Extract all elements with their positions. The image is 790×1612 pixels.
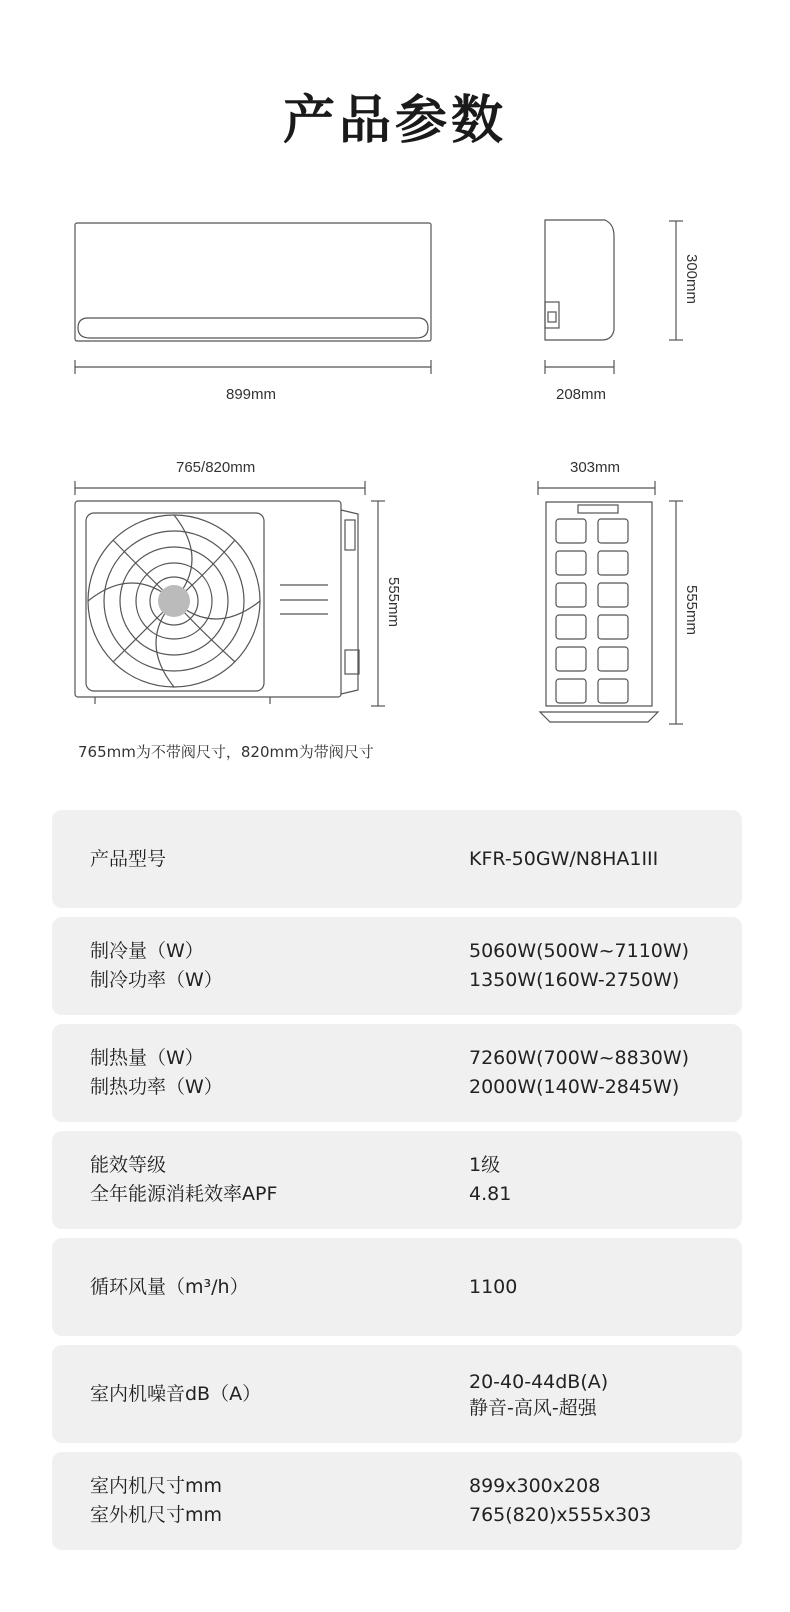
spec-row-efficiency (52, 1131, 742, 1229)
indoor-width-label: 899mm (226, 386, 277, 403)
outdoor-unit-side-drawing (538, 481, 683, 724)
indoor-depth-label: 208mm (556, 386, 607, 403)
indoor-height-label: 300mm (683, 254, 700, 305)
spec-label: 制冷功率（W） (90, 969, 223, 991)
spec-label: 制热功率（W） (90, 1076, 223, 1098)
spec-row-noise (52, 1345, 742, 1443)
side-grille (556, 519, 628, 703)
spec-value: KFR-50GW/N8HA1III (469, 848, 659, 870)
spec-value: 765(820)x555x303 (469, 1504, 652, 1526)
spec-row-size (52, 1452, 742, 1550)
spec-label: 制热量（W） (90, 1047, 204, 1069)
spec-row-heating (52, 1024, 742, 1122)
indoor-unit-front-drawing (75, 223, 431, 374)
spec-value: 1350W(160W-2750W) (469, 969, 680, 991)
product-dimension-diagram (0, 0, 790, 800)
spec-label: 制冷量（W） (90, 940, 204, 962)
spec-label: 全年能源消耗效率APF (90, 1183, 278, 1205)
spec-label: 产品型号 (90, 848, 167, 870)
dimension-note: 765mm为不带阀尺寸，820mm为带阀尺寸 (78, 743, 374, 761)
spec-value: 4.81 (469, 1183, 512, 1205)
spec-label: 循环风量（m³/h） (90, 1276, 249, 1298)
spec-value: 静音-高风-超强 (469, 1397, 597, 1419)
spec-value: 899x300x208 (469, 1475, 601, 1497)
spec-label: 室内机噪音dB（A） (90, 1383, 262, 1405)
outdoor-unit-front-drawing (75, 481, 385, 706)
spec-value: 1级 (469, 1154, 501, 1176)
outdoor-height-front-label: 555mm (385, 577, 402, 628)
indoor-unit-side-drawing (545, 220, 683, 374)
spec-row-cooling (52, 917, 742, 1015)
spec-value: 7260W(700W~8830W) (469, 1047, 690, 1069)
spec-row-airflow (52, 1238, 742, 1336)
spec-value: 20-40-44dB(A) (469, 1371, 609, 1393)
page-title: 产品参数 (282, 91, 507, 151)
spec-value: 2000W(140W-2845W) (469, 1076, 680, 1098)
outdoor-depth-label: 303mm (570, 459, 621, 476)
spec-label: 能效等级 (90, 1154, 167, 1176)
outdoor-height-side-label: 555mm (683, 585, 700, 636)
outdoor-width-label: 765/820mm (176, 459, 256, 476)
spec-label: 室内机尺寸mm (90, 1475, 223, 1497)
spec-row-model (52, 810, 742, 908)
spec-value: 5060W(500W~7110W) (469, 940, 690, 962)
spec-label: 室外机尺寸mm (90, 1504, 223, 1526)
spec-value: 1100 (469, 1276, 518, 1298)
fan-hub (158, 585, 190, 617)
